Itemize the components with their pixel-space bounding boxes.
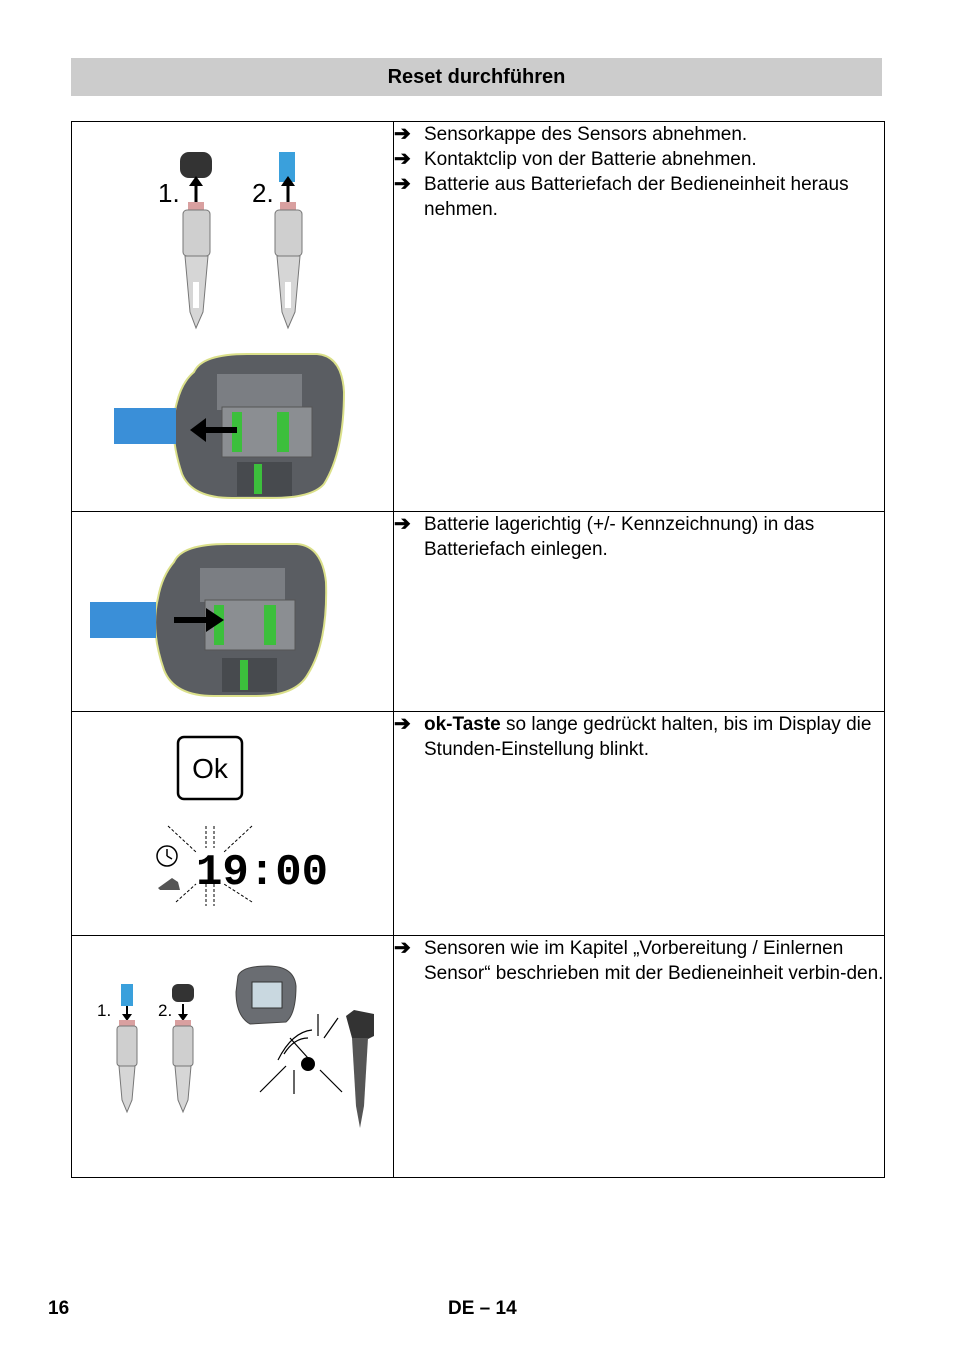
section-title: Reset durchführen <box>71 58 882 96</box>
instruction-row-3 <box>72 712 885 936</box>
display-time-readout: 19:00 <box>196 848 329 898</box>
illustration-remove-battery <box>72 122 394 512</box>
battery-clip-removed-icon <box>275 152 302 328</box>
step-item: ➔ Kontaktclip von der Batterie abnehmen. <box>394 148 757 170</box>
instruction-row-1 <box>72 122 885 512</box>
page-number: 16 <box>48 1298 70 1319</box>
instruction-text-3 <box>394 712 885 936</box>
step-item: ➔ Sensorkappe des Sensors abnehmen. <box>394 123 748 145</box>
instruction-row-2 <box>72 512 885 712</box>
bullet-arrow-icon: ➔ <box>394 148 411 170</box>
step-item: ➔ Batterie aus Batteriefach der Bedieneinheit heraus nehmen. <box>394 173 849 220</box>
bullet-arrow-icon: ➔ <box>394 123 411 145</box>
instruction-text-2 <box>394 512 885 712</box>
step-number-1: 1. <box>158 178 180 208</box>
instruction-table <box>71 121 885 1178</box>
control-unit-device-icon <box>236 966 296 1024</box>
control-unit-battery-compartment <box>90 544 326 696</box>
sensor-cap-removed-icon <box>180 152 212 328</box>
bullet-arrow-icon: ➔ <box>394 513 411 535</box>
step-item: ➔ ok-Taste so lange gedrückt halten, bis im Display die Stunden-Einstellung blinkt. <box>394 713 872 760</box>
step-item: ➔ Sensoren wie im Kapitel „Vorbereitung / Einlernen Sensor“ beschrieben mit der Bedieneinheit verbin-den. <box>394 937 884 984</box>
ok-button-label: Ok <box>192 753 228 784</box>
watering-can-icon <box>158 878 180 890</box>
illustration-insert-battery <box>72 512 394 712</box>
control-unit-battery-compartment <box>114 354 344 498</box>
step-number-2: 2. <box>158 1001 173 1020</box>
instruction-row-4 <box>72 936 885 1178</box>
step-number-1: 1. <box>97 1001 112 1020</box>
clock-icon <box>157 846 177 866</box>
illustration-ok-button-display <box>72 712 394 936</box>
signal-source-icon <box>301 1057 315 1071</box>
bullet-arrow-icon: ➔ <box>394 937 411 959</box>
step-item: ➔ Batterie lagerichtig (+/- Kennzeichnung) in das Batteriefach einlegen. <box>394 513 815 560</box>
signal-waves-icon <box>260 1014 342 1094</box>
section-page-label: DE – 14 <box>448 1298 517 1319</box>
sensor-device-icon <box>346 1010 374 1128</box>
step-number-2: 2. <box>252 178 274 208</box>
battery-clip-attach-icon <box>117 984 137 1112</box>
bullet-arrow-icon: ➔ <box>394 173 411 195</box>
instruction-text-4 <box>394 936 885 1178</box>
bullet-arrow-icon: ➔ <box>394 713 411 735</box>
illustration-pair-sensor <box>72 936 394 1178</box>
sensor-cap-attach-icon <box>172 984 194 1112</box>
instruction-text-1 <box>394 122 885 512</box>
